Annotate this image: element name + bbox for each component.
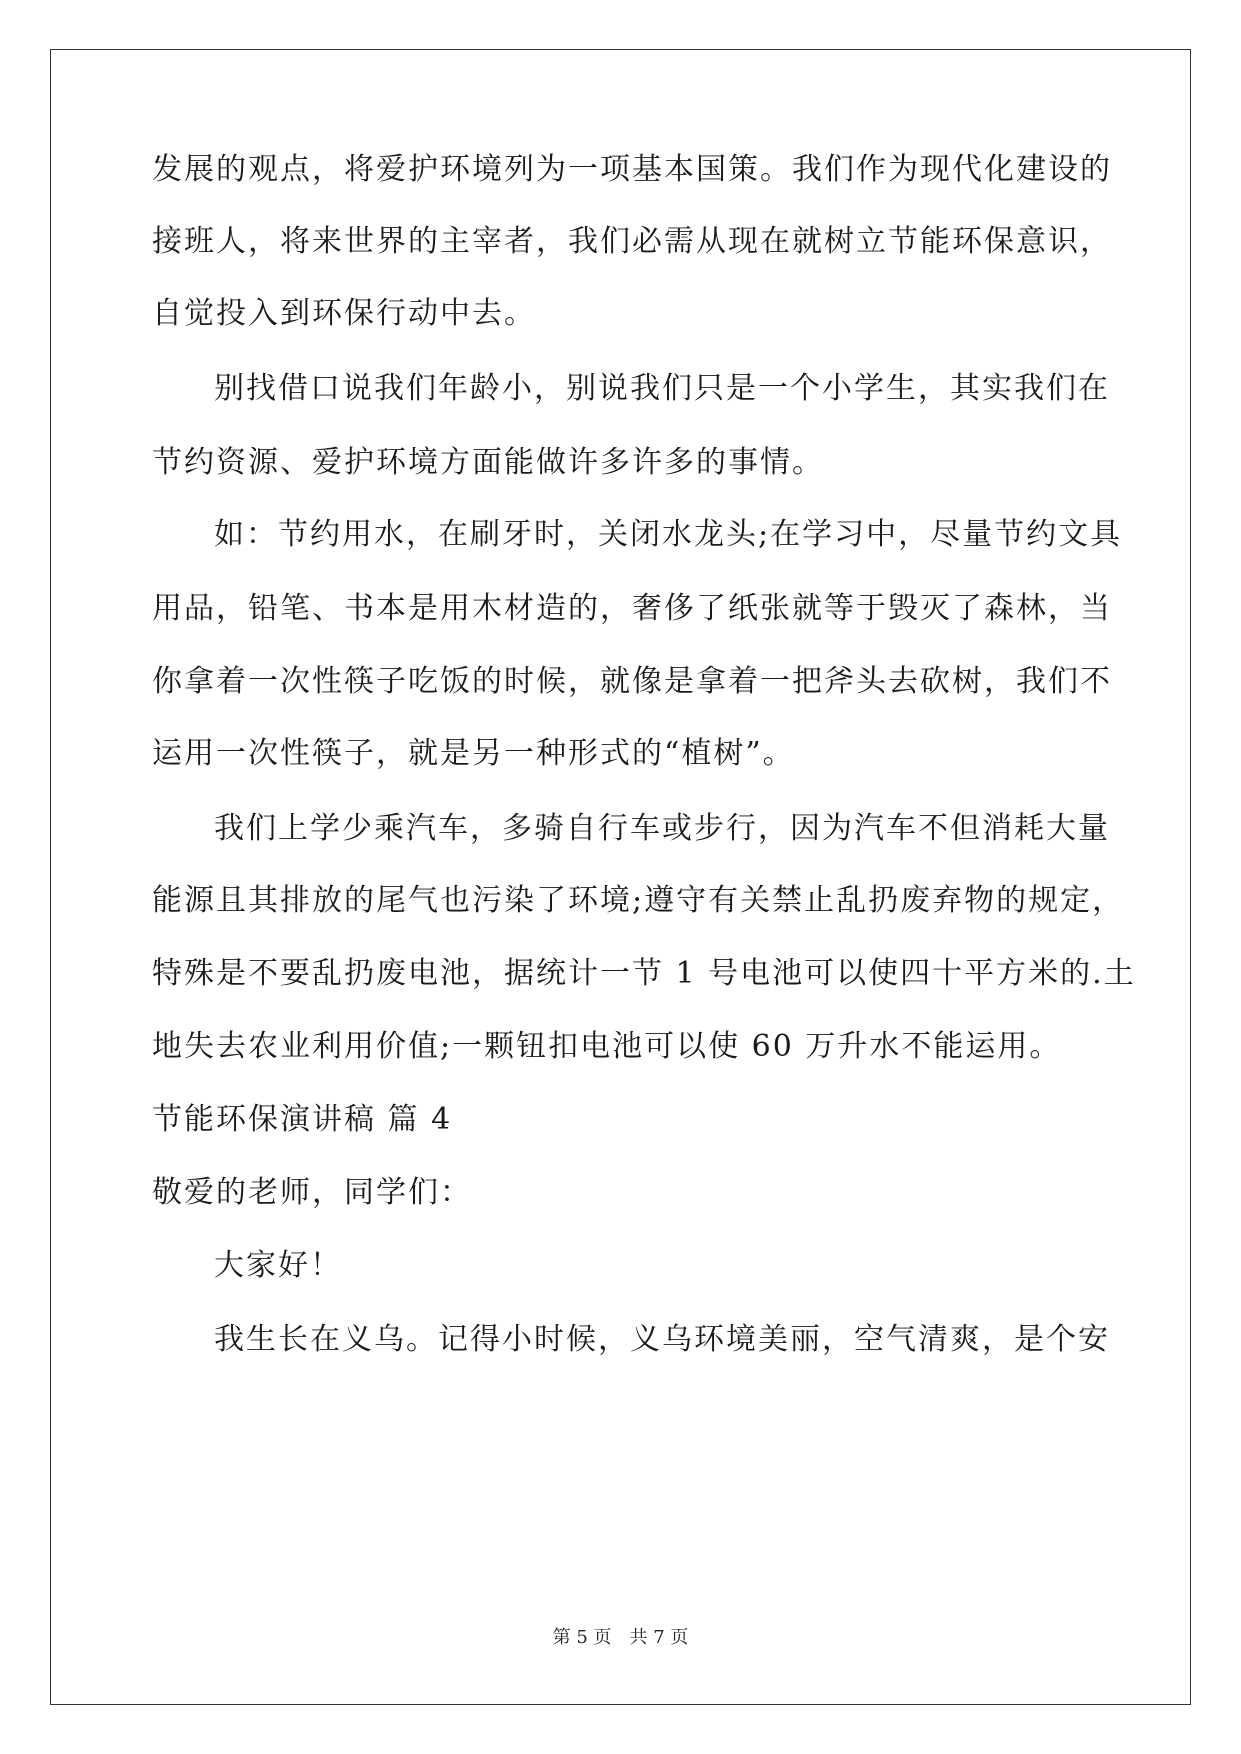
text-line-13: 地失去农业利用价值;一颗钮扣电池可以使 60 万升水不能运用。 xyxy=(152,1029,1062,1064)
paragraph-start-2: 如：节约用水，在刷牙时，关闭水龙头;在学习中，尽量节约文具 xyxy=(214,517,1123,552)
text-line-5: 节约资源、爱护环境方面能做许多许多的事情。 xyxy=(152,445,824,480)
paragraph-start-1: 别找借口说我们年龄小，别说我们只是一个小学生，其实我们在 xyxy=(214,371,1110,406)
text-line-7: 用品，铅笔、书本是用木材造的，奢侈了纸张就等于毁灭了森林，当 xyxy=(152,591,1112,626)
salutation: 敬爱的老师，同学们： xyxy=(152,1175,472,1210)
paragraph-start-4: 我生长在义乌。记得小时候，义乌环境美丽，空气清爽，是个安 xyxy=(214,1322,1110,1357)
text-line-1: 发展的观点，将爱护环境列为一项基本国策。我们作为现代化建设的 xyxy=(152,152,1112,187)
text-line-3: 自觉投入到环保行动中去。 xyxy=(152,296,536,331)
paragraph-start-3: 我们上学少乘汽车，多骑自行车或步行，因为汽车不但消耗大量 xyxy=(214,811,1110,846)
page-footer: 第 5 页 共 7 页 xyxy=(552,1627,689,1648)
text-line-11: 能源且其排放的尾气也污染了环境;遵守有关禁止乱扔废弃物的规定， xyxy=(152,883,1125,918)
text-line-8: 你拿着一次性筷子吃饭的时候，就像是拿着一把斧头去砍树，我们不 xyxy=(152,664,1112,699)
section-heading: 节能环保演讲稿 篇 4 xyxy=(152,1102,453,1137)
greeting: 大家好！ xyxy=(214,1248,342,1283)
text-line-12: 特殊是不要乱扔废电池，据统计一节 1 号电池可以使四十平方米的.土 xyxy=(152,956,1136,991)
text-line-2: 接班人，将来世界的主宰者，我们必需从现在就树立节能环保意识， xyxy=(152,224,1112,259)
text-line-9: 运用一次性筷子，就是另一种形式的“植树”。 xyxy=(152,736,795,771)
